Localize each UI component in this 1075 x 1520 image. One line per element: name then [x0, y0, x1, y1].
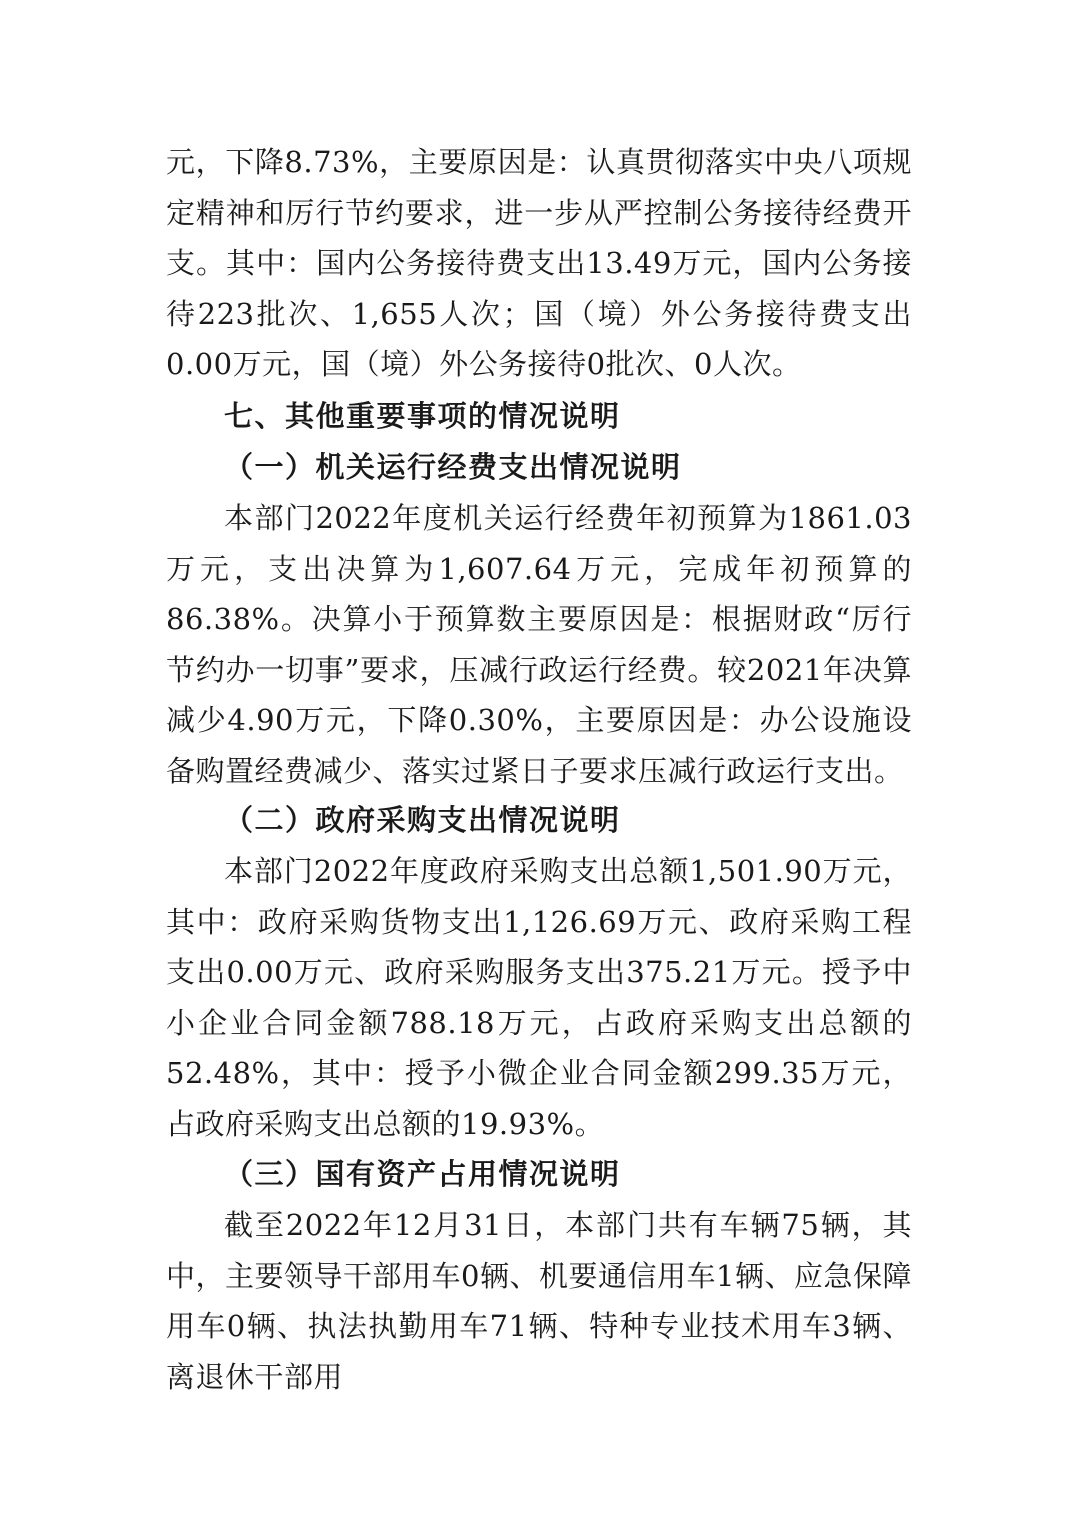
paragraph-text: 本部门2022年度机关运行经费年初预算为1861.03万元，支出决算为1,607.64万元，完成年初预算的86.38%。决算小于预算数主要原因是：根据财政“厉行节约办一切事”要求，压减行政运行经费。较2021年决算减少4.90万元，下降0.30%，主要原因是：办公设施设备购置经费减少、落实过紧日子要求压减行政运行支出。	[166, 501, 912, 788]
paragraph-government-procurement	[166, 846, 912, 1149]
subheading-operating-expenses: （一）机关运行经费支出情况说明	[224, 450, 682, 484]
subheading-government-procurement: （二）政府采购支出情况说明	[224, 803, 621, 837]
paragraph-text: 截至2022年12月31日，本部门共有车辆75辆，其中，主要领导干部用车0辆、机要通信用车1辆、应急保障用车0辆、执法执勤用车71辆、特种专业技术用车3辆、离退休干部用	[166, 1208, 912, 1394]
paragraph-text: 元，下降8.73%，主要原因是：认真贯彻落实中央八项规定精神和厉行节约要求，进一步从严控制公务接待经费开支。其中：国内公务接待费支出13.49万元，国内公务接待223批次、1,655人次；国（境）外公务接待费支出0.00万元，国（境）外公务接待0批次、0人次。	[166, 145, 912, 381]
section-heading-other-matters: 七、其他重要事项的情况说明	[224, 399, 621, 433]
paragraph-state-assets	[166, 1200, 912, 1402]
paragraph-operating-expenses	[166, 493, 912, 796]
subheading-state-assets: （三）国有资产占用情况说明	[224, 1157, 621, 1191]
paragraph-reception-expenses	[166, 137, 912, 390]
paragraph-text: 本部门2022年度政府采购支出总额1,501.90万元，其中：政府采购货物支出1,126.69万元、政府采购工程支出0.00万元、政府采购服务支出375.21万元。授予中小企业合同金额788.18万元，占政府采购支出总额的52.48%，其中：授予小微企业合同金额299.35万元，占政府采购支出总额的19.93%。	[166, 854, 912, 1141]
